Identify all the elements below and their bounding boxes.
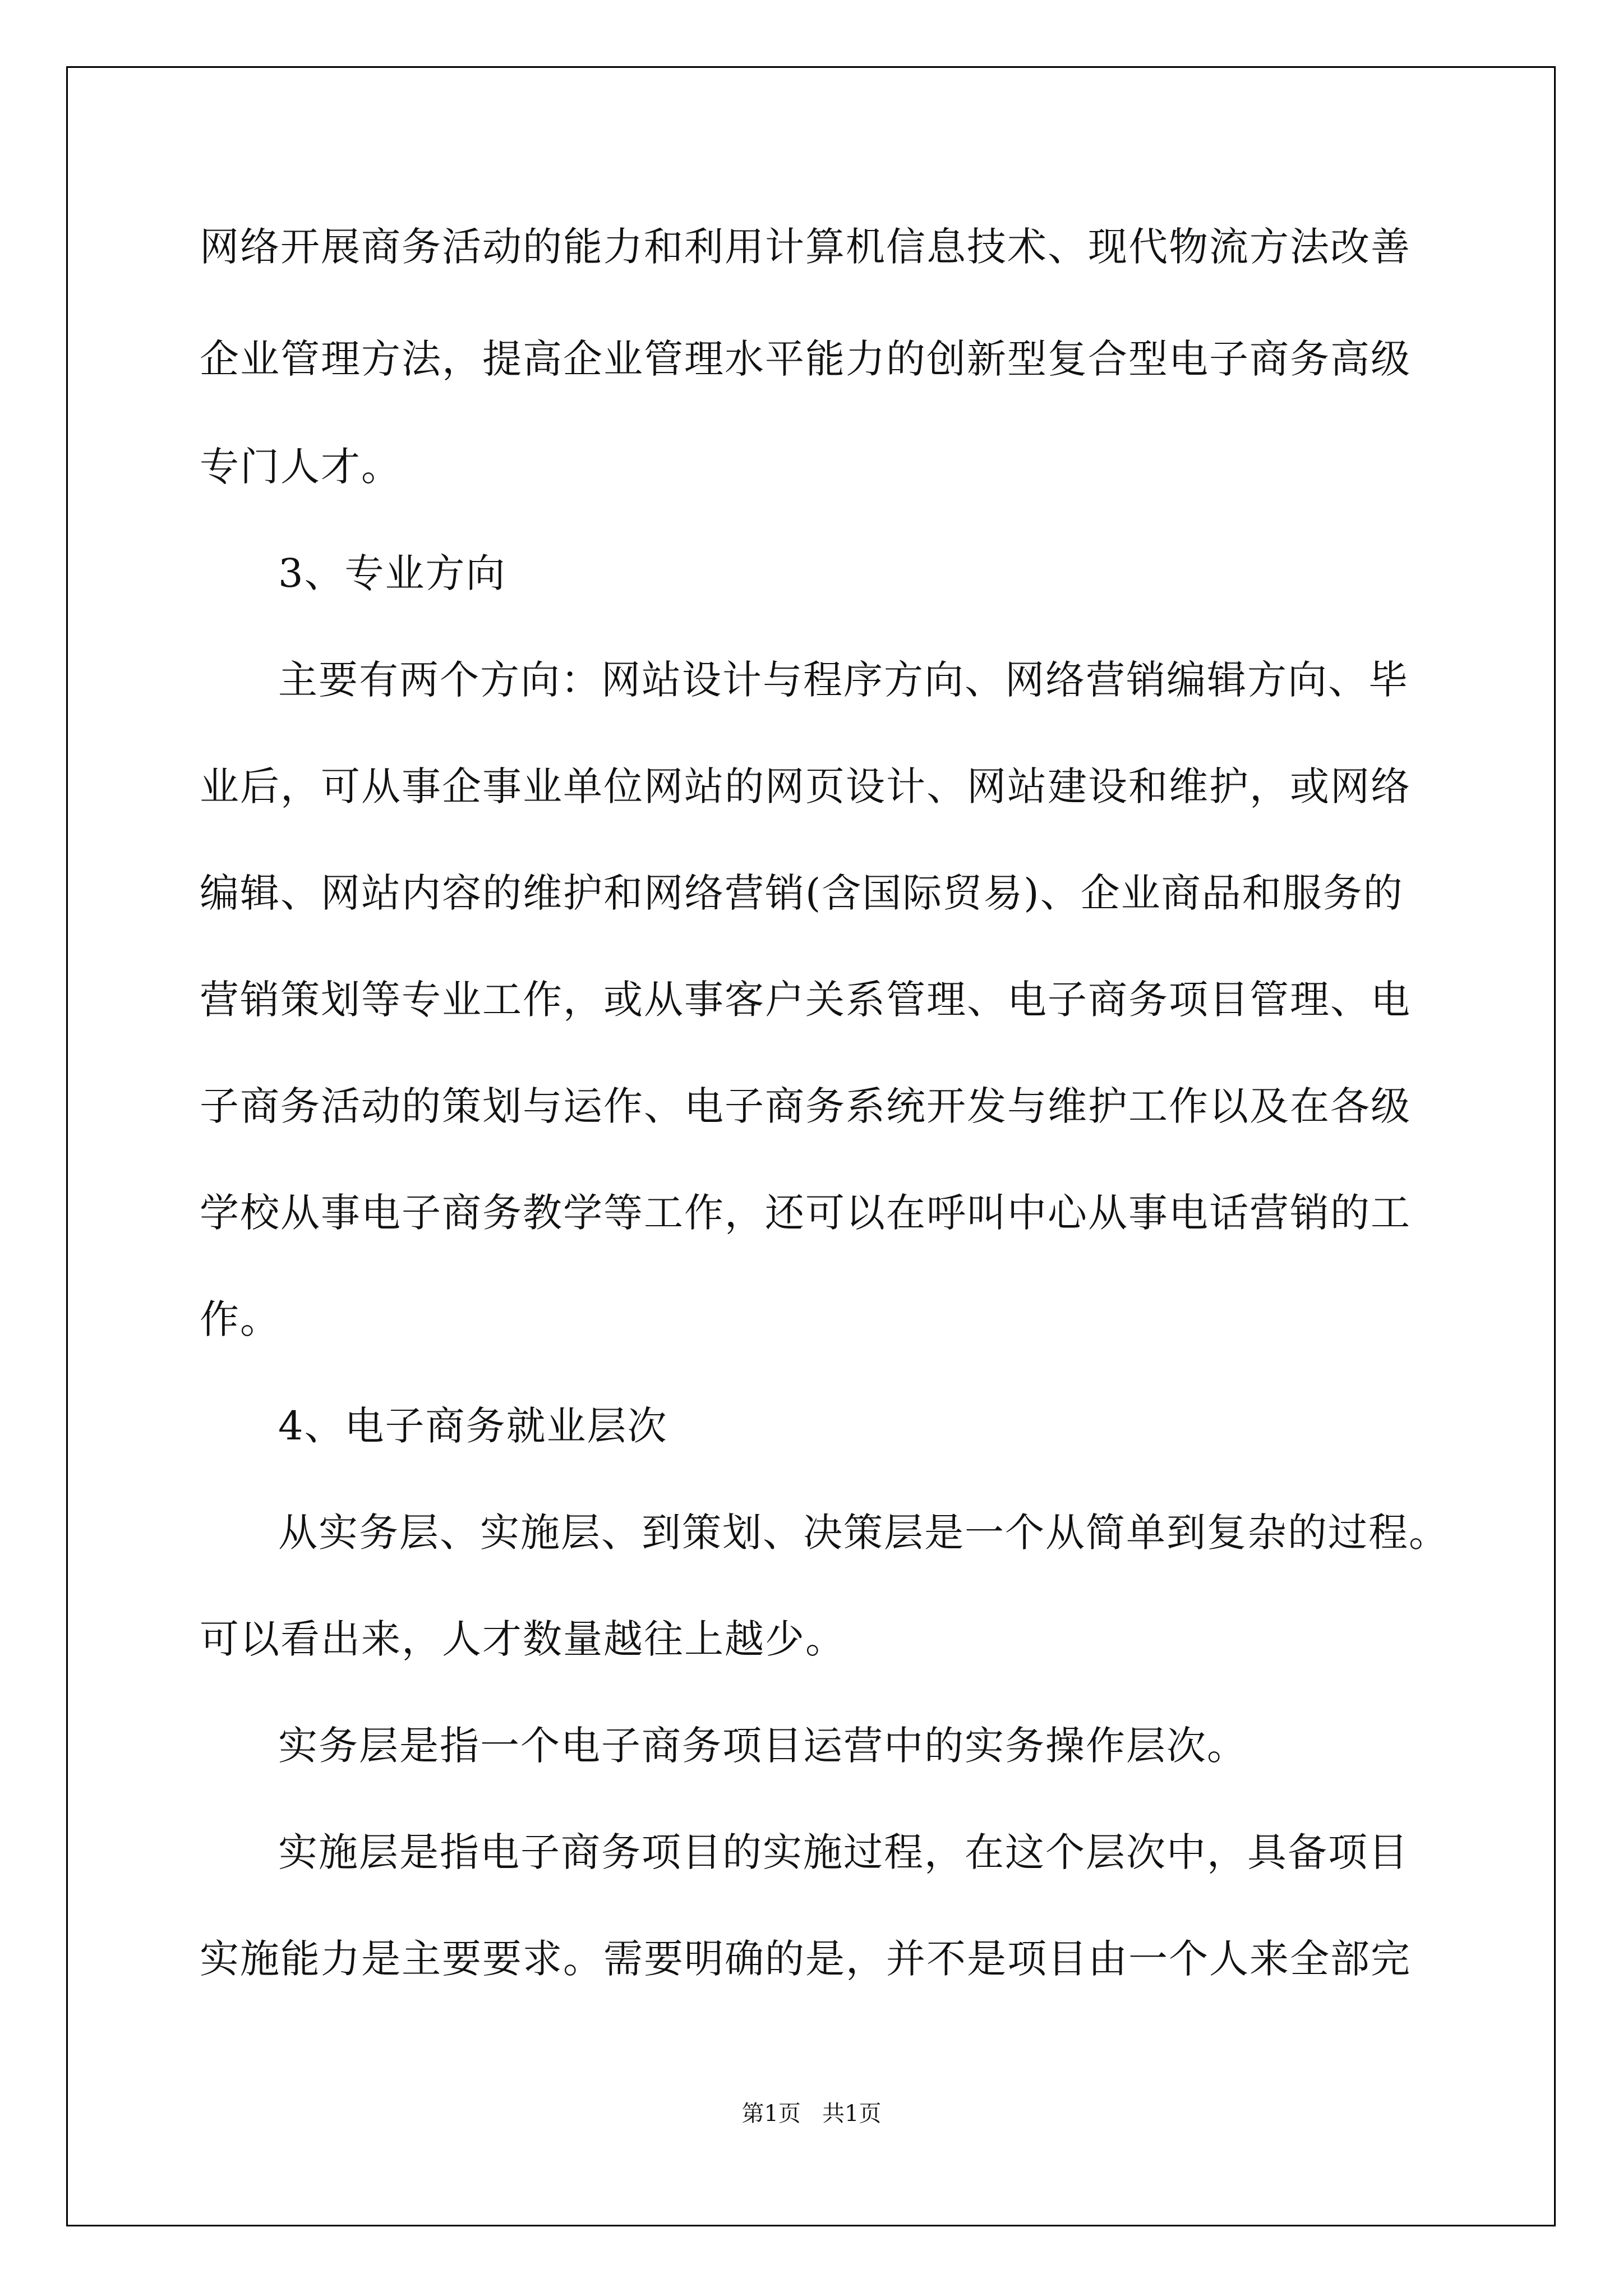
body-text-line: 作。 [200,1296,280,1342]
section-heading: 4、电子商务就业层次 [278,1403,668,1449]
body-text-line: 主要有两个方向：网站设计与程序方向、网络营销编辑方向、毕 [278,657,1409,703]
page-footer: 第1页 共1页 [741,2101,882,2127]
body-text-line: 营销策划等专业工作，或从事客户关系管理、电子商务项目管理、电 [200,977,1411,1023]
body-text-line: 实施能力是主要要求。需要明确的是，并不是项目由一个人来全部完 [200,1936,1411,1982]
body-text-line: 学校从事电子商务教学等工作，还可以在呼叫中心从事电话营销的工 [200,1190,1411,1236]
body-text-line: 实施层是指电子商务项目的实施过程，在这个层次中，具备项目 [278,1829,1409,1875]
page-border [66,66,1556,2226]
body-text-line: 企业管理方法，提高企业管理水平能力的创新型复合型电子商务高级 [200,336,1411,382]
body-text-line: 专门人才。 [200,444,402,490]
body-text-line: 业后，可从事企事业单位网站的网页设计、网站建设和维护，或网络 [200,763,1411,809]
body-text-line: 子商务活动的策划与运作、电子商务系统开发与维护工作以及在各级 [200,1083,1411,1129]
section-heading: 3、专业方向 [278,550,506,596]
body-text-line: 编辑、网站内容的维护和网络营销(含国际贸易)、企业商品和服务的 [200,870,1404,916]
body-text-line: 实务层是指一个电子商务项目运营中的实务操作层次。 [278,1723,1247,1769]
body-text-line: 从实务层、实施层、到策划、决策层是一个从简单到复杂的过程。 [278,1510,1449,1556]
body-text-line: 可以看出来，人才数量越往上越少。 [200,1616,846,1662]
body-text-line: 网络开展商务活动的能力和利用计算机信息技术、现代物流方法改善 [200,224,1411,270]
